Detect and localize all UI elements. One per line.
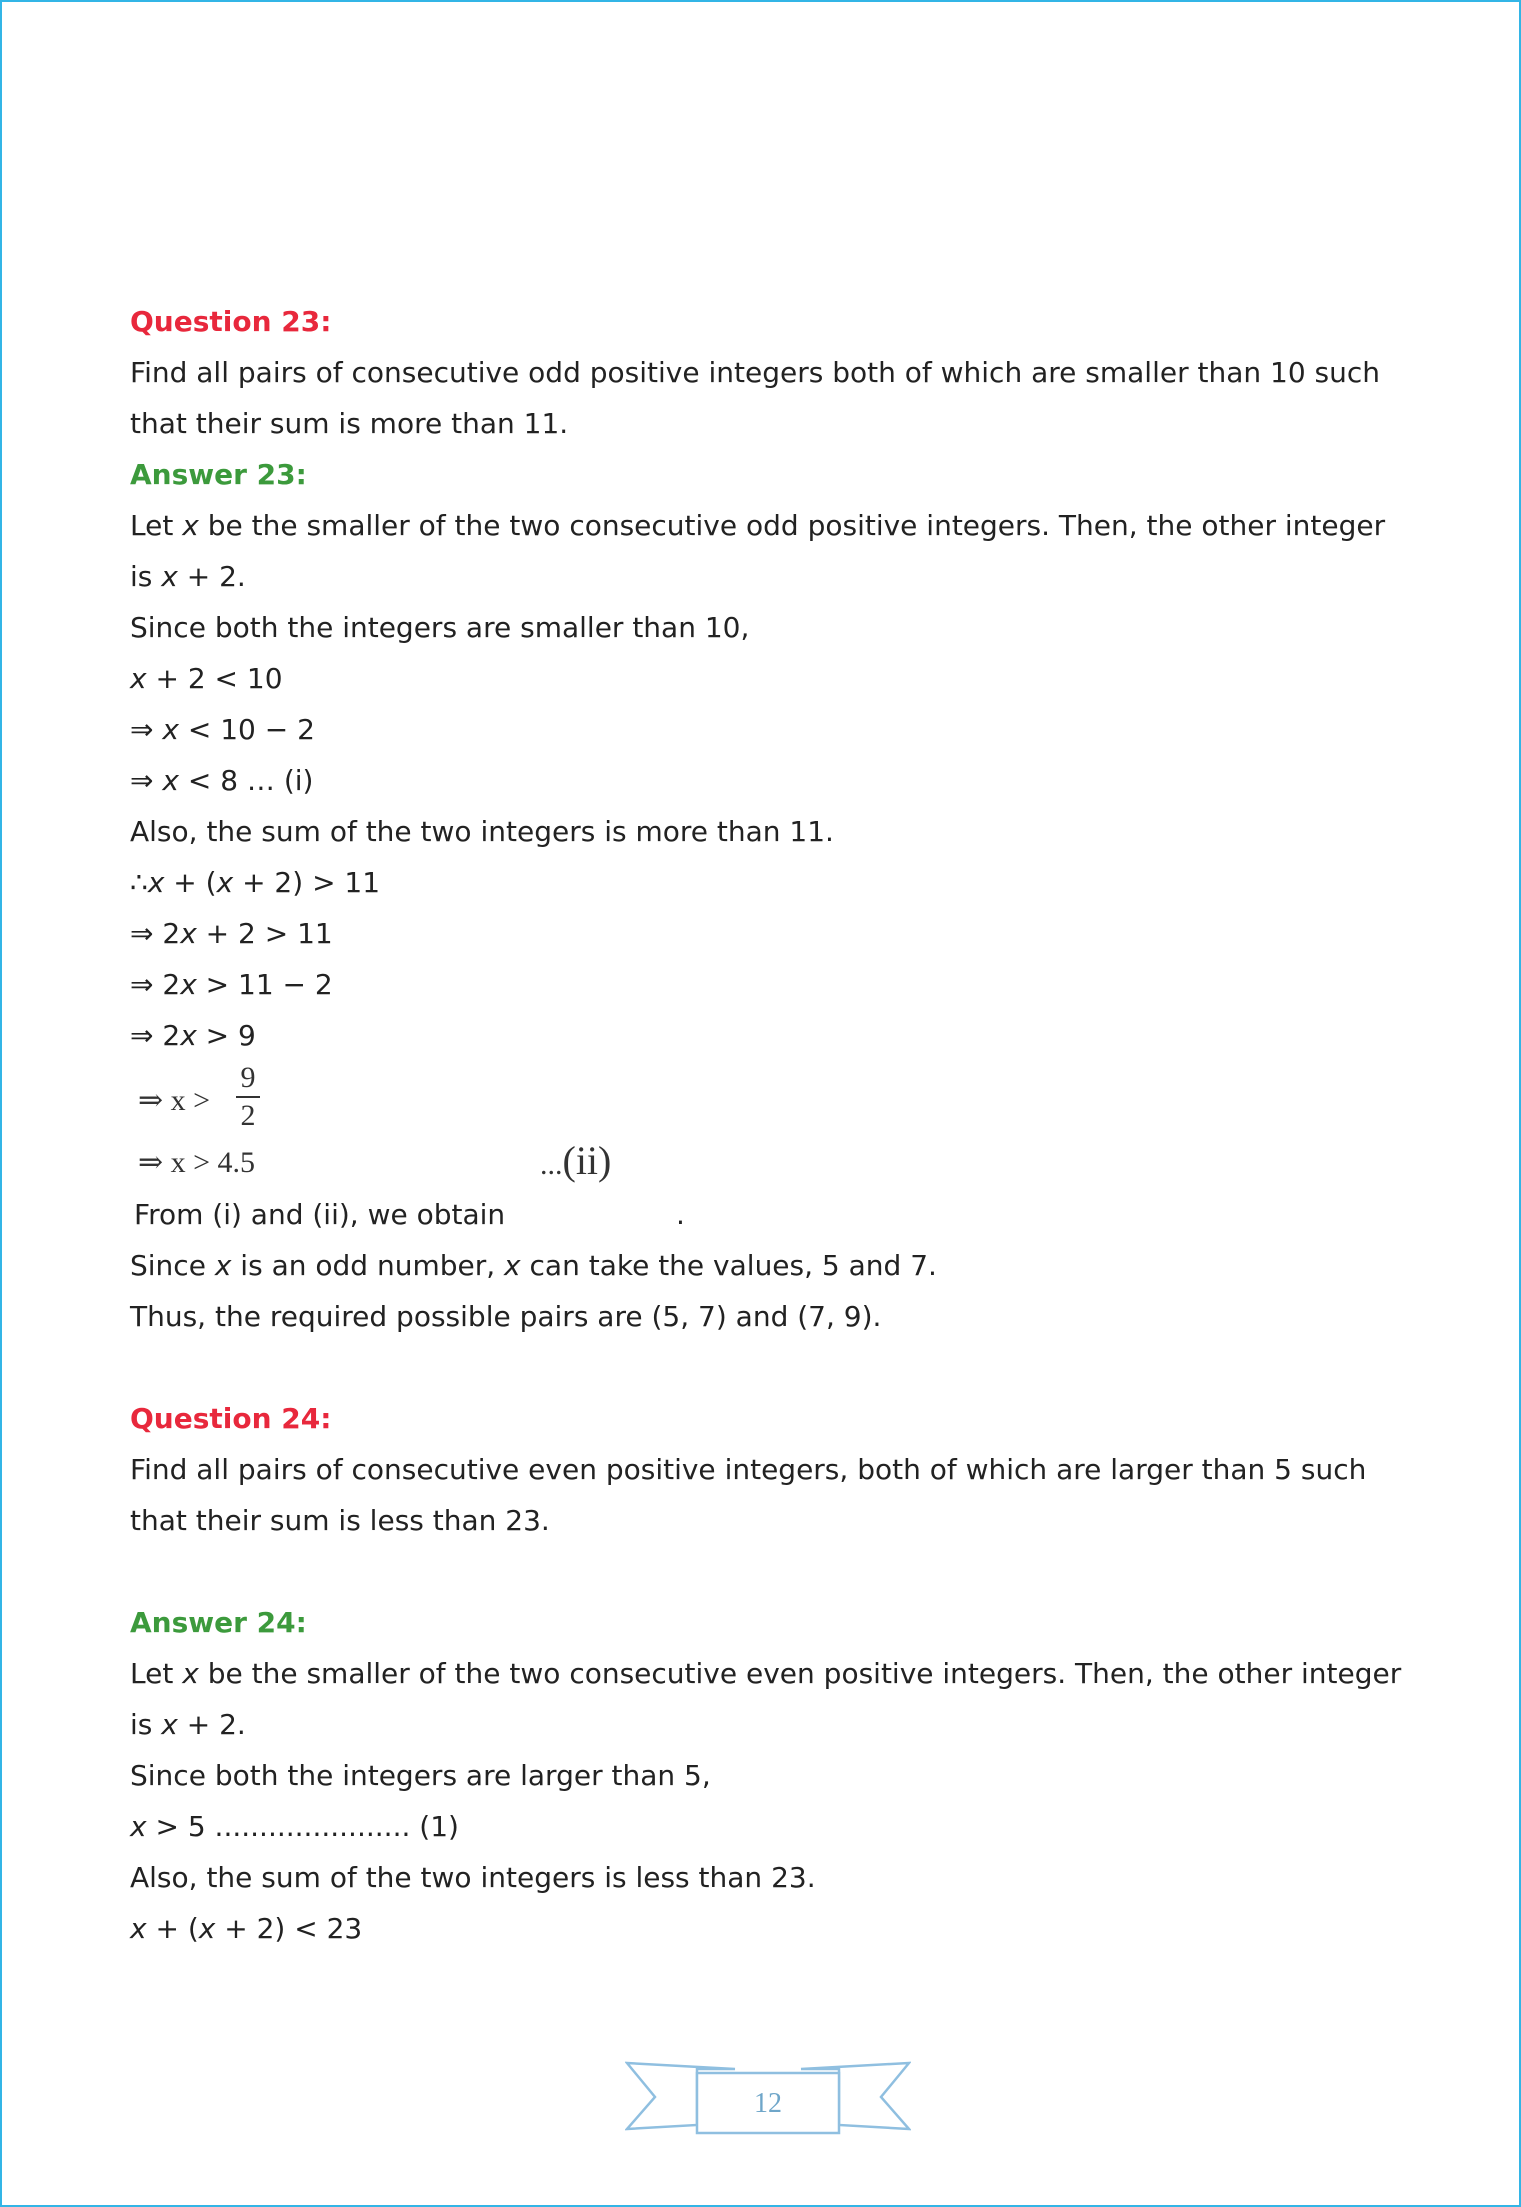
question-23-text-line-2: that their sum is more than 11. — [130, 407, 569, 440]
answer-24-line: Since both the integers are larger than 5, — [130, 1759, 711, 1792]
answer-23-heading: Answer 23: — [130, 458, 307, 491]
answer-24-line: is x + 2. — [130, 1708, 246, 1741]
answer-23-line: ⇒ x < 8 … (i) — [130, 764, 314, 797]
answer-24-line: Let x be the smaller of the two consecutive even positive integers. Then, the other integer — [130, 1657, 1402, 1690]
question-24-text-line-2: that their sum is less than 23. — [130, 1504, 550, 1537]
page-content — [130, 296, 1410, 1954]
question-23-text-line-1: Find all pairs of consecutive odd positive integers both of which are smaller than 10 such — [130, 356, 1381, 389]
answer-23-line: From (i) and (ii), we obtain . — [130, 1189, 1410, 1240]
answer-23-line: Also, the sum of the two integers is more than 11. — [130, 815, 834, 848]
answer-23-line: ⇒ 2x > 11 − 2 — [130, 968, 333, 1001]
answer-24-line: Also, the sum of the two integers is less than 23. — [130, 1861, 816, 1894]
question-24-heading: Question 24: — [130, 1402, 332, 1435]
answer-23-line: Since x is an odd number, x can take the values, 5 and 7. — [130, 1249, 937, 1282]
answer-24-heading: Answer 24: — [130, 1606, 307, 1639]
question-24-text-line-1: Find all pairs of consecutive even positive integers, both of which are larger than 5 such — [130, 1453, 1367, 1486]
answer-23-line: ∴x + (x + 2) > 11 — [130, 866, 381, 899]
math-image-inequality — [130, 1061, 1410, 1189]
answer-23-line: is x + 2. — [130, 560, 246, 593]
page-number: 12 — [754, 2088, 782, 2119]
answer-23-line: Since both the integers are smaller than 10, — [130, 611, 750, 644]
answer-24-line: x + (x + 2) < 23 — [130, 1912, 363, 1945]
answer-23-line: Let x be the smaller of the two consecutive odd positive integers. Then, the other integer — [130, 509, 1386, 542]
answer-23-line: ⇒ x < 10 − 2 — [130, 713, 315, 746]
fraction-denominator: 2 — [240, 1099, 256, 1132]
answer-23-line: x + 2 < 10 — [130, 662, 283, 695]
answer-23-line: ⇒ 2x + 2 > 11 — [130, 917, 333, 950]
decimal-inequality: ⇒ x > 4.5 — [138, 1146, 256, 1179]
answer-23-line: Thus, the required possible pairs are (5, 7) and (7, 9). — [130, 1300, 882, 1333]
fraction-bar — [236, 1096, 260, 1098]
fraction-numerator: 9 — [240, 1061, 256, 1094]
answer-24-line: x > 5 ...................... (1) — [130, 1810, 459, 1843]
equation-tag: ...(ii) — [540, 1138, 612, 1183]
fraction-lhs: ⇒ x > — [138, 1084, 211, 1117]
missing-image-period: . — [676, 1198, 685, 1231]
question-23-heading: Question 23: — [130, 305, 332, 338]
fraction — [236, 1061, 260, 1133]
answer-23-line: ⇒ 2x > 9 — [130, 1019, 256, 1052]
